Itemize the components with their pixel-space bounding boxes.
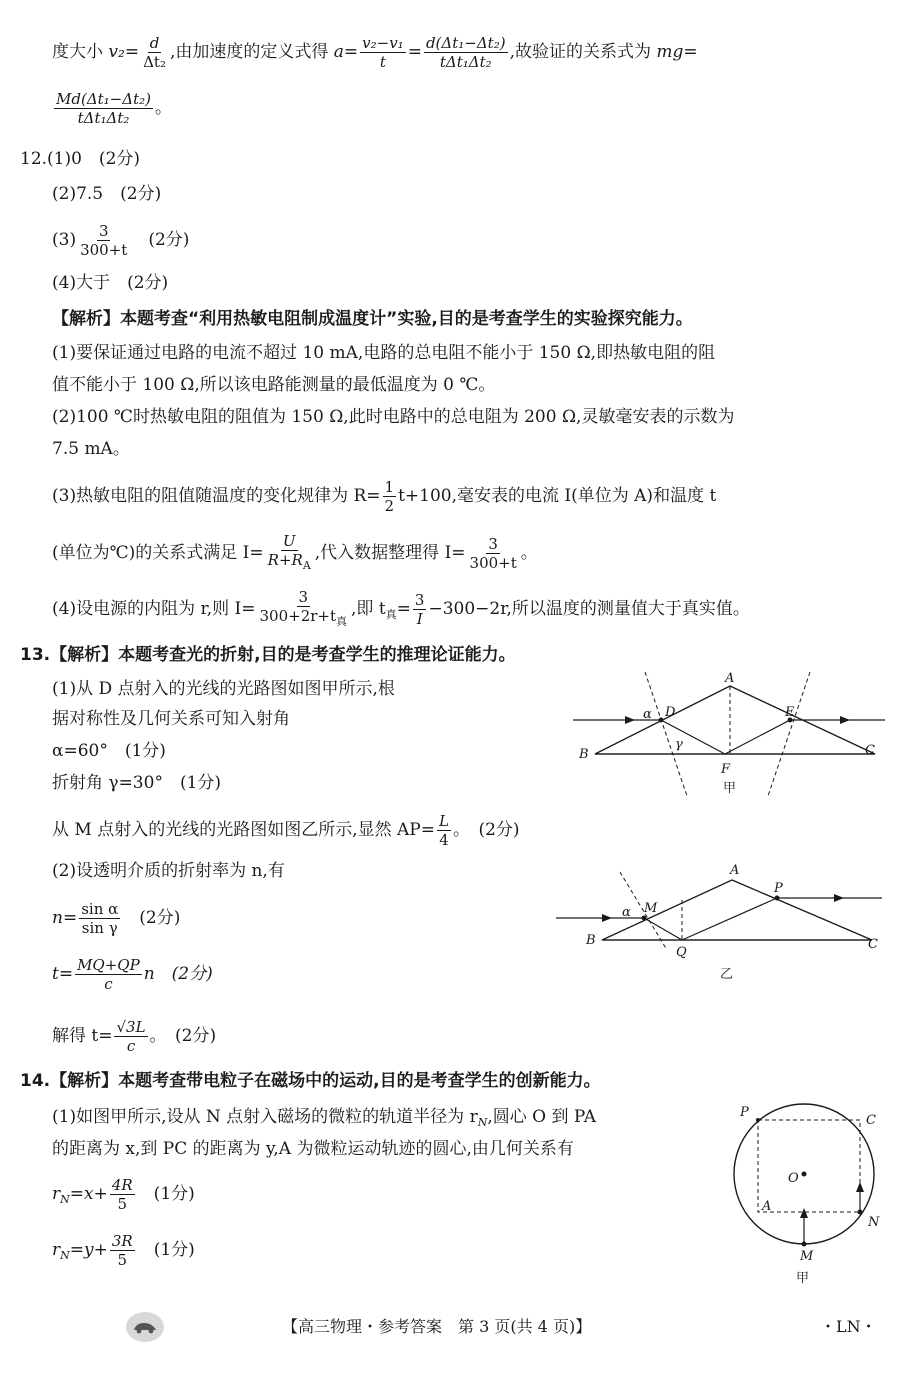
label-A: A <box>730 863 740 878</box>
fraction: $\frac{d}{\text{Δt₂}}$ <box>143 34 166 71</box>
label-gamma: γ <box>675 737 683 752</box>
text-line: $\frac{\text{Md(Δt₁−Δt₂)}}{\text{tΔt₁Δt₂}}$ 。 <box>56 90 172 127</box>
figure-caption: 甲 <box>723 781 737 796</box>
text-line: (3)热敏电阻的阻值随温度的变化规律为 R= $\frac{1}{2}$ t+100,毫安表的电流 I(单位为 A)和温度 t <box>52 478 717 515</box>
formula: v₂= <box>108 42 140 62</box>
analysis-heading: 13.【解析】本题考查光的折射,目的是考查学生的推理论证能力。 <box>20 645 516 665</box>
text-line: (4)设电源的内阻为 r,则 I= $\frac{3}{300+2r+t_真}$ ,即 $t_真=$ $\frac{3}{I}$ −300−2r,所以温度的测量值大于真实值。 <box>52 588 750 631</box>
text-line: (2)100 ℃时热敏电阻的阻值为 150 Ω,此时电路中的总电阻为 200 Ω,灵敏毫安表的示数为 <box>52 407 735 427</box>
publisher-logo-icon <box>126 1312 164 1342</box>
label-D: D <box>665 705 676 720</box>
text-line: n= $\frac{\text{sin α}}{\text{sin γ}}$ (2分) <box>52 900 181 937</box>
text-line: 度大小 v₂= $\frac{d}{\text{Δt₂}}$ ,由加速度的定义式得 a= $\frac{\text{v₂−v₁}}{t}$ = $\frac{\text{d(Δt₁−Δt₂)}}{\text{tΔt₁Δt₂}}$ ,故验证的关系式为 mg= <box>52 34 698 71</box>
analysis-heading: 【解析】本题考查“利用热敏电阻制成温度计”实验,目的是考查学生的实验探究能力。 <box>52 309 693 329</box>
label-C: C <box>866 1113 876 1128</box>
text-line: 解得 t= $\frac{√3L}{c}$ 。 (2分) <box>52 1018 217 1055</box>
text-line: 的距离为 x,到 PC 的距离为 y,A 为微粒运动轨迹的圆心,由几何关系有 <box>52 1139 574 1159</box>
text-line: 据对称性及几何关系可知入射角 <box>52 709 290 729</box>
fraction: $\frac{L}{4}$ <box>438 812 449 849</box>
formula: mg= <box>656 42 698 62</box>
answer-line: 12.(1)0 (2分) <box>20 149 141 169</box>
text-line: $r_N=x+$ $\frac{4R}{5}$ (1分) <box>52 1176 195 1213</box>
answer-line: (4)大于 (2分) <box>52 273 169 293</box>
label-Q: Q <box>676 945 687 960</box>
label-alpha: α <box>622 905 631 920</box>
fraction: $\frac{\text{Md(Δt₁−Δt₂)}}{\text{tΔt₁Δt₂}}$ <box>56 90 151 127</box>
text-line: 7.5 mA。 <box>52 439 130 459</box>
analysis-heading: 14.【解析】本题考查带电粒子在磁场中的运动,目的是考查学生的创新能力。 <box>20 1071 601 1091</box>
footer-title: 【高三物理・参考答案 第 3 页(共 4 页)】 <box>282 1317 592 1336</box>
label-A: A <box>762 1199 772 1214</box>
footer-code: ・LN・ <box>820 1317 877 1336</box>
figure-caption: 甲 <box>796 1271 810 1286</box>
fraction: $\frac{MQ+QP}{c}$ <box>77 956 140 993</box>
label-C: C <box>868 937 878 952</box>
text-line: 值不能小于 100 Ω,所以该电路能测量的最低温度为 0 ℃。 <box>52 375 496 395</box>
answer-line: (2)7.5 (2分) <box>52 184 162 204</box>
label-P: P <box>774 881 783 896</box>
label-alpha: α <box>643 707 652 722</box>
label-N: N <box>868 1215 880 1230</box>
label-F: F <box>721 762 731 777</box>
text-line: 从 M 点射入的光线的光路图如图乙所示,显然 AP= $\frac{L}{4}$ 。 (2分) <box>52 812 520 849</box>
label-M: M <box>644 901 658 916</box>
text-line: 折射角 γ=30° (1分) <box>52 773 222 793</box>
label-A: A <box>725 671 735 686</box>
label-O: O <box>788 1171 799 1186</box>
text-line: (1)要保证通过电路的电流不超过 10 mA,电路的总电阻不能小于 150 Ω,即热敏电阻的阻 <box>52 343 716 363</box>
label-P: P <box>740 1105 749 1120</box>
figure-magnetic-circle <box>730 1100 890 1295</box>
fraction: $\frac{3}{I}$ <box>414 591 425 628</box>
label-C: C <box>865 743 875 758</box>
text-line: (2)设透明介质的折射率为 n,有 <box>52 861 285 881</box>
fraction: $\frac{4R}{5}$ <box>111 1176 133 1213</box>
text: 度大小 <box>52 42 109 62</box>
text-line: α=60° (1分) <box>52 741 166 761</box>
fraction: $\frac{\text{d(Δt₁−Δt₂)}}{\text{tΔt₁Δt₂}}$ <box>425 34 506 71</box>
label-B: B <box>579 747 589 762</box>
fraction: $\frac{1}{2}$ <box>384 478 395 515</box>
text: ,由加速度的定义式得 <box>169 42 334 62</box>
fraction: $\frac{U}{R+R_A}$ <box>267 532 311 572</box>
text-line: $r_N=y+$ $\frac{3R}{5}$ (1分) <box>52 1232 195 1269</box>
text-line: t= $\frac{MQ+QP}{c}$ n (2分) <box>52 956 213 993</box>
figure-yi-prism <box>552 860 887 990</box>
label-B: B <box>586 933 596 948</box>
fraction: $\frac{3R}{5}$ <box>111 1232 133 1269</box>
fraction: $\frac{3}{300+t}$ <box>80 222 128 259</box>
text-line: (单位为℃)的关系式满足 I= $\frac{U}{R+R_A}$ ,代入数据整理得 I= $\frac{3}{300+t}$ 。 <box>52 532 538 575</box>
label-M: M <box>800 1249 814 1264</box>
text-line: (1)从 D 点射入的光线的光路图如图甲所示,根 <box>52 679 395 699</box>
fraction: $\frac{\text{v₂−v₁}}{t}$ <box>362 34 404 71</box>
fraction: $\frac{√3L}{c}$ <box>116 1018 146 1055</box>
figure-caption: 乙 <box>720 967 734 982</box>
label-E: E <box>785 705 795 720</box>
figure-jia-prism <box>565 668 895 803</box>
formula: a= <box>333 42 359 62</box>
text: ,故验证的关系式为 <box>509 42 657 62</box>
fraction: $\frac{3}{300+t}$ <box>469 535 517 572</box>
fraction: $\frac{\text{sin α}}{\text{sin γ}}$ <box>81 900 119 937</box>
text-line: (1)如图甲所示,设从 N 点射入磁场的微粒的轨道半径为 $r_N$,圆心 O 到 PA <box>52 1107 597 1129</box>
answer-line: (3) $\frac{3}{300+t}$ (2分) <box>52 222 190 259</box>
fraction: $\frac{3}{300+2r+t_真}$ <box>259 588 348 628</box>
